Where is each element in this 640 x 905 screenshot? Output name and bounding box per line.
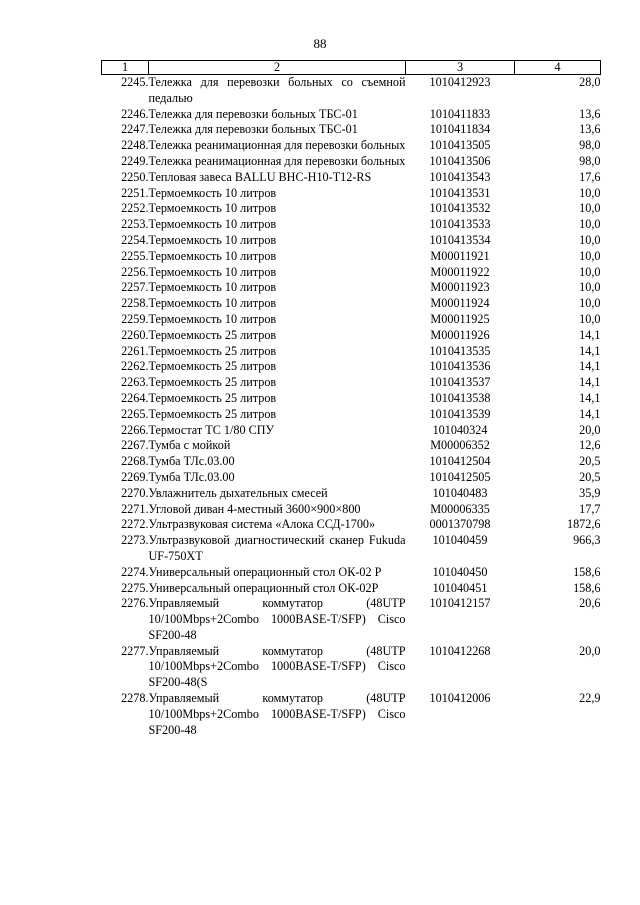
table-row — [102, 265, 601, 281]
inventory-code: 1010413543 — [429, 169, 491, 184]
table-row — [102, 644, 601, 691]
row-number: 2257. — [121, 280, 149, 295]
inventory-code: 1010412157 — [429, 596, 491, 611]
item-name: Управляемый коммутатор (48UTP 10/100Mbps+2Combo 1000BASE-T/SFP) Cisco SF200-48(S — [148, 643, 406, 690]
column-header-3: 3 — [406, 61, 515, 75]
item-value: 17,6 — [579, 169, 601, 184]
row-number: 2256. — [121, 264, 149, 279]
column-number-row — [102, 61, 601, 75]
item-name: Управляемый коммутатор (48UTP 10/100Mbps+2Combo 1000BASE-T/SFP) Cisco SF200-48 — [148, 596, 406, 642]
table-row — [102, 517, 601, 533]
row-number: 2276. — [121, 596, 149, 611]
table-row — [102, 280, 601, 296]
table-row — [102, 201, 601, 217]
inventory-code: 1010413505 — [429, 138, 491, 153]
item-value: 35,9 — [579, 485, 601, 500]
item-name: Термоемкость 25 литров — [148, 343, 277, 358]
item-name: Тележка для перевозки больных со съемной педалью — [148, 75, 406, 105]
item-value: 20,6 — [579, 596, 601, 611]
item-name: Термоемкость 25 литров — [148, 406, 277, 421]
item-name: Термоемкость 10 литров — [148, 311, 277, 326]
inventory-code: 1010413536 — [429, 359, 491, 374]
item-value: 10,0 — [579, 232, 601, 247]
item-value: 14,1 — [579, 359, 601, 374]
item-value: 158,6 — [573, 580, 601, 595]
row-number: 2275. — [121, 580, 149, 595]
row-number: 2266. — [121, 422, 149, 437]
item-value: 10,0 — [579, 185, 601, 200]
item-value: 14,1 — [579, 343, 601, 358]
table-row — [102, 407, 601, 423]
item-value: 966,3 — [573, 533, 601, 548]
column-header-4: 4 — [515, 61, 601, 75]
item-value: 14,1 — [579, 375, 601, 390]
item-name: Термоемкость 10 литров — [148, 232, 277, 247]
item-name: Тумба ТЛс.03.00 — [148, 469, 235, 484]
column-header-1: 1 — [102, 61, 149, 75]
inventory-code: М00011924 — [430, 296, 490, 311]
table-row — [102, 138, 601, 154]
row-number: 2264. — [121, 390, 149, 405]
item-name: Термоемкость 10 литров — [148, 185, 277, 200]
table-row — [102, 233, 601, 249]
item-value: 14,1 — [579, 406, 601, 421]
item-name: Управляемый коммутатор (48UTP 10/100Mbps+2Combo 1000BASE-T/SFP) Cisco SF200-48 — [148, 691, 406, 737]
table-row — [102, 122, 601, 138]
item-value: 10,0 — [579, 264, 601, 279]
row-number: 2247. — [121, 122, 149, 137]
item-name: Ультразвуковая система «Алока ССД-1700» — [148, 517, 376, 532]
row-number: 2271. — [121, 501, 149, 516]
table-row — [102, 75, 601, 107]
item-value: 158,6 — [573, 564, 601, 579]
item-name: Термоемкость 10 литров — [148, 217, 277, 232]
row-number: 2249. — [121, 153, 149, 168]
table-row — [102, 217, 601, 233]
inventory-code: 1010412268 — [429, 643, 491, 658]
item-name: Термоемкость 25 литров — [148, 327, 277, 342]
table-row — [102, 391, 601, 407]
item-value: 12,6 — [579, 438, 601, 453]
inventory-code: 1010413534 — [429, 232, 491, 247]
table-row — [102, 502, 601, 518]
inventory-code: 101040483 — [432, 485, 488, 500]
item-name: Термоемкость 25 литров — [148, 390, 277, 405]
item-name: Термоемкость 10 литров — [148, 248, 277, 263]
table-row — [102, 438, 601, 454]
column-header-2: 2 — [149, 61, 406, 75]
item-name: Термоемкость 10 литров — [148, 296, 277, 311]
table-row — [102, 296, 601, 312]
item-value: 10,0 — [579, 311, 601, 326]
item-value: 14,1 — [579, 390, 601, 405]
table-row — [102, 375, 601, 391]
item-value: 98,0 — [579, 153, 601, 168]
row-number: 2255. — [121, 248, 149, 263]
table-row — [102, 454, 601, 470]
table-row — [102, 328, 601, 344]
row-number: 2277. — [121, 643, 149, 658]
item-value: 22,9 — [579, 691, 601, 706]
row-number: 2261. — [121, 343, 149, 358]
item-value: 20,5 — [579, 454, 601, 469]
row-number: 2250. — [121, 169, 149, 184]
item-value: 28,0 — [579, 75, 601, 89]
inventory-code: 1010413533 — [429, 217, 491, 232]
item-value: 20,0 — [579, 422, 601, 437]
table-row — [102, 596, 601, 643]
inventory-code: 101040451 — [432, 580, 488, 595]
inventory-code: 1010413538 — [429, 390, 491, 405]
item-value: 14,1 — [579, 327, 601, 342]
inventory-code: 1010412505 — [429, 469, 491, 484]
inventory-code: 1010412504 — [429, 454, 491, 469]
item-name: Тележка реанимационная для перевозки больных — [148, 153, 406, 168]
row-number: 2259. — [121, 311, 149, 326]
page-number: 88 — [313, 36, 327, 51]
inventory-code: 1010413531 — [429, 185, 491, 200]
row-number: 2251. — [121, 185, 149, 200]
row-number: 2260. — [121, 327, 149, 342]
inventory-code: 1010413506 — [429, 153, 491, 168]
table-row — [102, 423, 601, 439]
inventory-code: 1010413535 — [429, 343, 491, 358]
row-number: 2272. — [121, 517, 149, 532]
inventory-code: 1010412006 — [429, 691, 491, 706]
inventory-code: 101040459 — [432, 533, 488, 548]
row-number: 2262. — [121, 359, 149, 374]
item-value: 10,0 — [579, 217, 601, 232]
inventory-code: 1010412923 — [429, 75, 491, 89]
inventory-code: 0001370798 — [429, 517, 491, 532]
item-name: Угловой диван 4-местный 3600×900×800 — [148, 501, 361, 516]
inventory-code: М00006352 — [430, 438, 490, 453]
item-name: Тележка реанимационная для перевозки больных — [148, 138, 406, 153]
item-value: 10,0 — [579, 296, 601, 311]
table-row — [102, 107, 601, 123]
inventory-table — [101, 60, 601, 738]
item-name: Тумба ТЛс.03.00 — [148, 454, 235, 469]
inventory-code: М00011925 — [430, 311, 490, 326]
row-number: 2269. — [121, 469, 149, 484]
item-value: 1872,6 — [566, 517, 601, 532]
row-number: 2245. — [121, 75, 149, 89]
row-number: 2273. — [121, 533, 149, 548]
item-value: 10,0 — [579, 280, 601, 295]
table-row — [102, 344, 601, 360]
row-number: 2274. — [121, 564, 149, 579]
row-number: 2263. — [121, 375, 149, 390]
row-number: 2278. — [121, 691, 149, 706]
inventory-code: 1010413537 — [429, 375, 491, 390]
row-number: 2258. — [121, 296, 149, 311]
item-name: Тумба с мойкой — [148, 438, 231, 453]
inventory-code: М00011921 — [430, 248, 490, 263]
item-name: Тепловая завеса BALLU BHC-H10-T12-RS — [148, 169, 372, 184]
table-body — [102, 75, 601, 739]
inventory-code: 1010411833 — [429, 106, 491, 121]
item-name: Тележка для перевозки больных ТБС-01 — [148, 122, 358, 137]
item-value: 13,6 — [579, 106, 601, 121]
table-row — [102, 170, 601, 186]
inventory-code: М00011922 — [430, 264, 490, 279]
table-row — [102, 249, 601, 265]
row-number: 2265. — [121, 406, 149, 421]
item-name: Термостат ТС 1/80 СПУ — [148, 422, 275, 437]
item-name: Термоемкость 25 литров — [148, 375, 277, 390]
item-name: Ультразвуковой диагностический сканер Fukuda UF-750XT — [148, 533, 406, 563]
row-number: 2253. — [121, 217, 149, 232]
row-number: 2267. — [121, 438, 149, 453]
item-value: 13,6 — [579, 122, 601, 137]
item-value: 10,0 — [579, 248, 601, 263]
item-value: 20,5 — [579, 469, 601, 484]
table-row — [102, 581, 601, 597]
table-row — [102, 186, 601, 202]
inventory-code: 1010413539 — [429, 406, 491, 421]
row-number: 2252. — [121, 201, 149, 216]
inventory-code: 101040324 — [432, 422, 488, 437]
table-row — [102, 312, 601, 328]
item-value: 98,0 — [579, 138, 601, 153]
row-number: 2268. — [121, 454, 149, 469]
table-row — [102, 486, 601, 502]
item-name: Тележка для перевозки больных ТБС-01 — [148, 106, 358, 121]
item-name: Универсальный операционный стол ОК-02 Р — [148, 564, 382, 579]
table-row — [102, 533, 601, 565]
inventory-code: М00011926 — [430, 327, 490, 342]
item-name: Универсальный операционный стол ОК-02Р — [148, 580, 379, 595]
inventory-code: 101040450 — [432, 564, 488, 579]
item-name: Термоемкость 10 литров — [148, 264, 277, 279]
row-number: 2254. — [121, 232, 149, 247]
table-row — [102, 691, 601, 738]
inventory-code: 1010413532 — [429, 201, 491, 216]
item-value: 10,0 — [579, 201, 601, 216]
item-value: 20,0 — [579, 643, 601, 658]
row-number: 2248. — [121, 138, 149, 153]
inventory-code: М00006335 — [430, 501, 490, 516]
item-name: Термоемкость 25 литров — [148, 359, 277, 374]
row-number: 2246. — [121, 106, 149, 121]
item-name: Термоемкость 10 литров — [148, 280, 277, 295]
row-number: 2270. — [121, 485, 149, 500]
inventory-code: М00011923 — [430, 280, 490, 295]
table-row — [102, 359, 601, 375]
table-row — [102, 470, 601, 486]
item-value: 17,7 — [579, 501, 601, 516]
inventory-code: 1010411834 — [429, 122, 491, 137]
table-row — [102, 565, 601, 581]
item-name: Термоемкость 10 литров — [148, 201, 277, 216]
item-name: Увлажнитель дыхательных смесей — [148, 485, 328, 500]
table-row — [102, 154, 601, 170]
